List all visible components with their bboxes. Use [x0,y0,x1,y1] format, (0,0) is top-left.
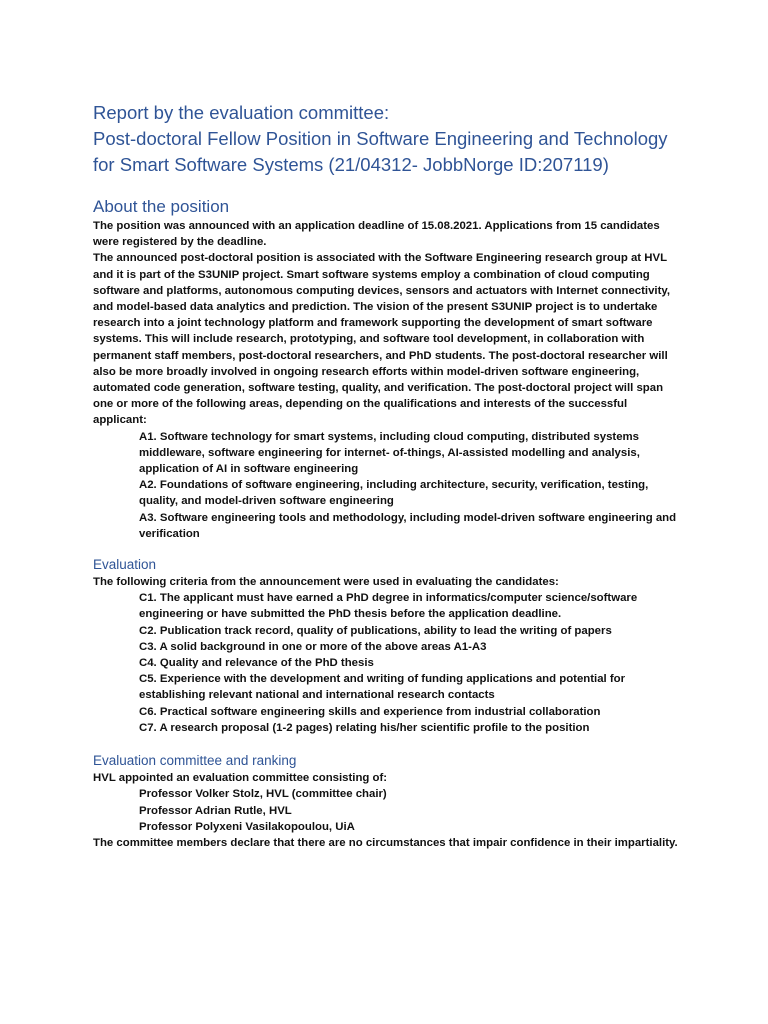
committee-member: Professor Polyxeni Vasilakopoulou, UiA [139,820,355,833]
committee-closing: The committee members declare that there are no circumstances that impair confidence in their impartiality. [93,836,678,849]
evaluation-intro: The following criteria from the announcement were used in evaluating the candidates: [93,576,559,589]
committee-member: Professor Volker Stolz, HVL (committee chair) [139,788,387,801]
committee-section [93,752,683,851]
report-title [93,100,683,178]
title-line-1: Report by the evaluation committee: [93,102,390,123]
committee-intro: HVL appointed an evaluation committee consisting of: [93,772,388,785]
committee-member: Professor Adrian Rutle, HVL [139,804,292,817]
criteria-item: C4. Quality and relevance of the PhD thesis [139,657,374,670]
criteria-item: C5. Experience with the development and writing of funding applications and potential for establishing relevant national and international research contacts [139,673,626,702]
about-paragraph-1: The position was announced with an application deadline of 15.08.2021. Applications from 15 candidates were registered by the deadline. [93,220,660,249]
about-heading: About the position [93,197,230,216]
evaluation-heading: Evaluation [93,557,157,573]
document-page [93,100,683,851]
criteria-item: C1. The applicant must have earned a PhD degree in informatics/computer science/software engineering or have submitted the PhD thesis before the application deadline. [139,592,638,621]
areas-list [93,429,683,542]
evaluation-section [93,556,683,736]
area-item: A1. Software technology for smart systems, including cloud computing, distributed systems middleware, software engineering for internet- of-things, AI-assisted modelling and analysis, application of AI in software engineering [139,430,640,476]
committee-members [93,786,683,835]
criteria-item: C7. A research proposal (1-2 pages) relating his/her scientific profile to the position [139,721,590,734]
area-item: A3. Software engineering tools and methodology, including model-driven software engineering and verification [139,511,677,540]
title-line-2: Post-doctoral Fellow Position in Software Engineering and Technology [93,128,668,149]
title-line-3: for Smart Software Systems (21/04312- JobbNorge ID:207119) [93,154,609,175]
about-section [93,196,683,542]
committee-heading: Evaluation committee and ranking [93,753,297,769]
criteria-item: C2. Publication track record, quality of publications, ability to lead the writing of papers [139,624,612,637]
area-item: A2. Foundations of software engineering, including architecture, security, verification, testing, quality, and model-driven software engineering [139,479,649,508]
about-paragraph-2: The announced post-doctoral position is associated with the Software Engineering research group at HVL and it is part of the S3UNIP project. Smart software systems employ a combination of cloud computing software and platforms, autonomous computing devices, sensors and actuators with Internet connectivity, and model-based data analytics and prediction. The vision of the present S3UNIP project is to undertake research into a joint technology platform and framework supporting the development of smart software systems. This will include research, prototyping, and software tool development, in collaboration with permanent staff members, post-doctoral researchers, and PhD students. The post-doctoral researcher will also be more broadly involved in ongoing research efforts within model-driven software engineering, automated code generation, software testing, quality, and verification. The post-doctoral project will span one or more of the following areas, depending on the qualifications and interests of the successful applicant: [93,252,671,427]
criteria-item: C6. Practical software engineering skills and experience from industrial collaboration [139,705,601,718]
criteria-item: C3. A solid background in one or more of the above areas A1-A3 [139,640,487,653]
criteria-list [93,590,683,736]
